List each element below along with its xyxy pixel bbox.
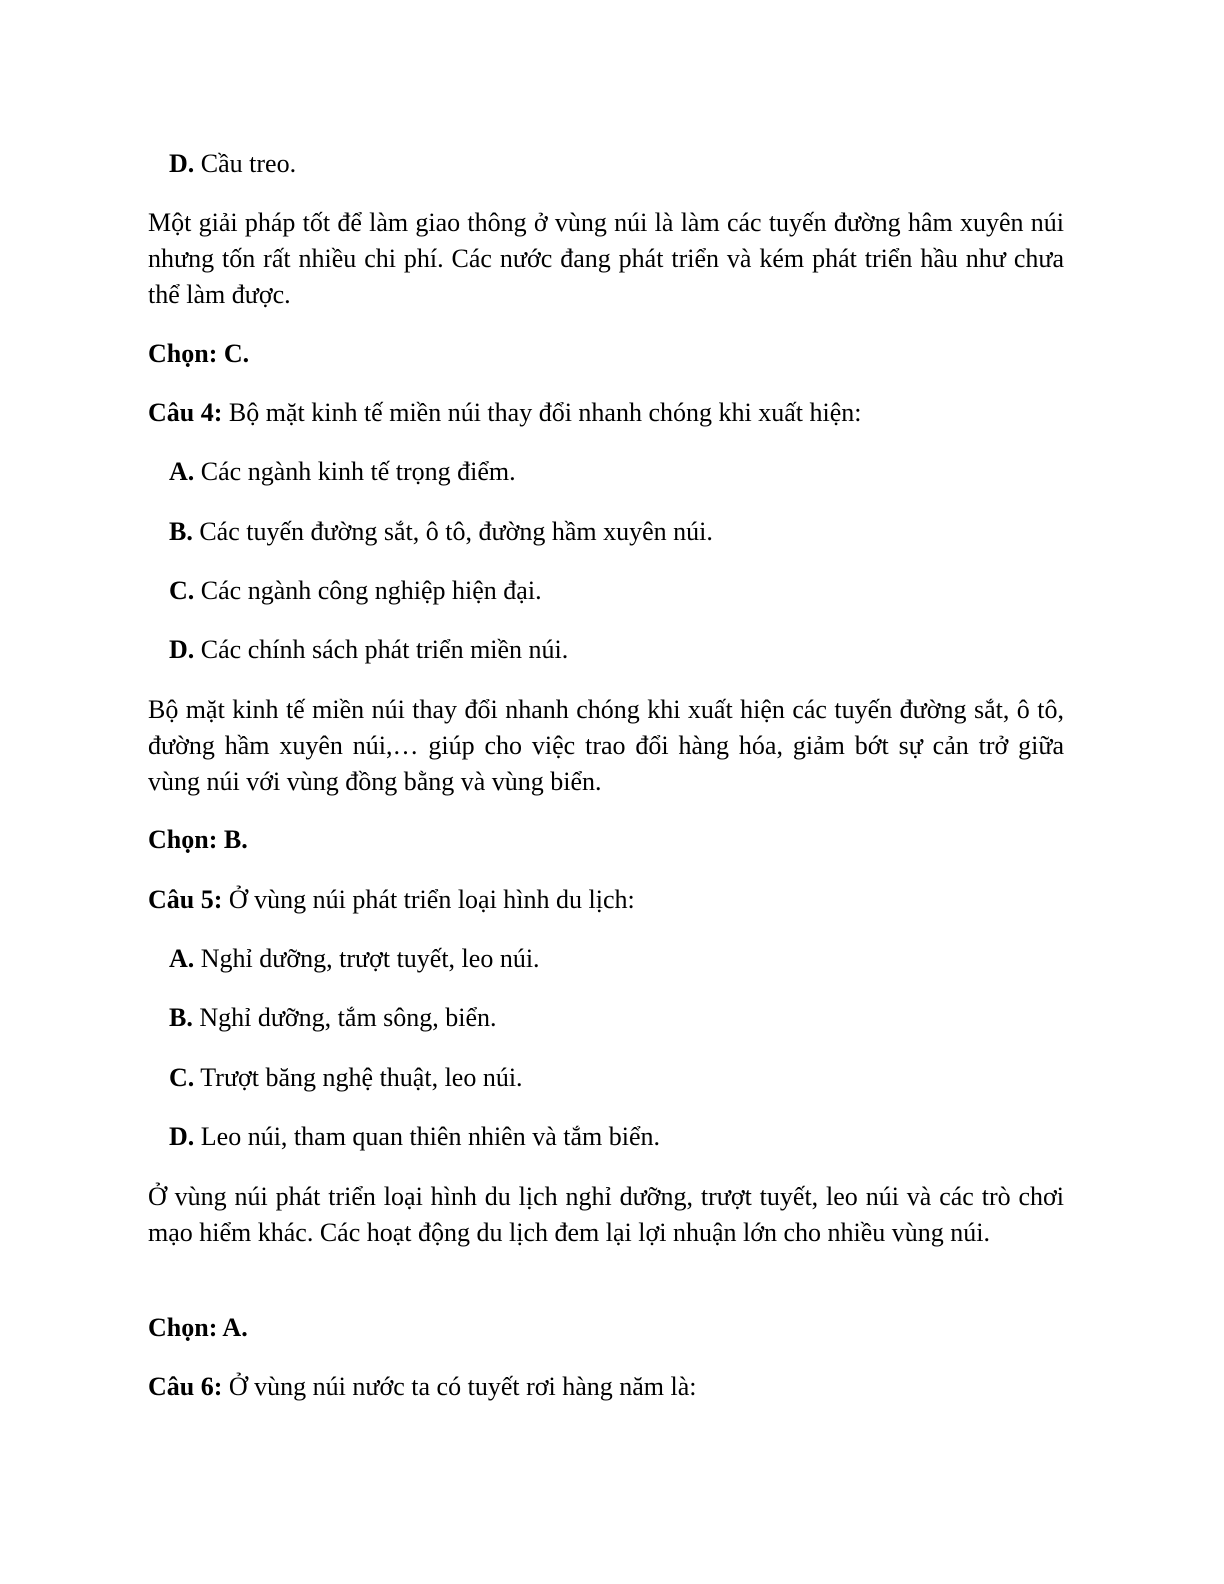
q3-answer <box>148 336 249 372</box>
q4-question <box>148 395 861 431</box>
q5-option-b <box>169 1000 497 1036</box>
option-letter: B. <box>169 1003 193 1032</box>
q3-option-d <box>169 146 296 182</box>
q4-option-c <box>169 573 542 609</box>
q4-option-d <box>169 632 568 668</box>
q4-explanation: Bộ mặt kinh tế miền núi thay đổi nhanh chóng khi xuất hiện các tuyến đường sắt, ô tô, đường hầm xuyên núi,… giúp cho việc trao đổi hàng hóa, giảm bớt sự cản trở giữa vùng núi với vùng đồng bằng và vùng biển. <box>148 695 1064 796</box>
option-text: Các chính sách phát triển miền núi. <box>194 635 569 664</box>
option-letter: D. <box>169 635 195 664</box>
option-text: Cầu treo. <box>194 149 297 178</box>
question-text: Ở vùng núi nước ta có tuyết rơi hàng năm là: <box>222 1372 697 1401</box>
question-label: Câu 4: <box>148 398 223 427</box>
q4-answer <box>148 822 248 858</box>
q5-answer <box>148 1310 248 1346</box>
option-text: Nghỉ dưỡng, tắm sông, biển. <box>192 1003 497 1032</box>
option-letter: D. <box>169 1122 195 1151</box>
q5-question <box>148 882 635 918</box>
option-letter: B. <box>169 517 193 546</box>
option-text: Trượt băng nghệ thuật, leo núi. <box>194 1063 523 1092</box>
q5-explanation: Ở vùng núi phát triển loại hình du lịch nghỉ dưỡng, trượt tuyết, leo núi và các trò chơi mạo hiểm khác. Các hoạt động du lịch đem lại lợi nhuận lớn cho nhiều vùng núi. <box>148 1182 1064 1247</box>
q5-option-d <box>169 1119 660 1155</box>
option-letter: C. <box>169 1063 195 1092</box>
question-label: Câu 5: <box>148 885 223 914</box>
answer-text: Chọn: C. <box>148 339 250 368</box>
option-letter: A. <box>169 944 195 973</box>
option-text: Các tuyến đường sắt, ô tô, đường hầm xuyên núi. <box>192 517 713 546</box>
q4-option-a <box>169 454 516 490</box>
q4-option-b <box>169 514 713 550</box>
q5-option-a <box>169 941 540 977</box>
question-text: Bộ mặt kinh tế miền núi thay đổi nhanh chóng khi xuất hiện: <box>222 398 862 427</box>
option-letter: C. <box>169 576 195 605</box>
option-text: Leo núi, tham quan thiên nhiên và tắm biển. <box>194 1122 660 1151</box>
option-letter: A. <box>169 457 195 486</box>
answer-text: Chọn: A. <box>148 1313 248 1342</box>
q5-option-c <box>169 1060 523 1096</box>
q3-explanation: Một giải pháp tốt để làm giao thông ở vùng núi là làm các tuyến đường hâm xuyên núi nhưng tốn rất nhiều chi phí. Các nước đang phát triển và kém phát triển hầu như chưa thể làm được. <box>148 208 1064 309</box>
q6-question <box>148 1369 697 1405</box>
question-label: Câu 6: <box>148 1372 223 1401</box>
option-text: Các ngành công nghiệp hiện đại. <box>194 576 542 605</box>
option-text: Nghỉ dưỡng, trượt tuyết, leo núi. <box>194 944 540 973</box>
option-letter: D. <box>169 149 195 178</box>
question-text: Ở vùng núi phát triển loại hình du lịch: <box>222 885 635 914</box>
answer-text: Chọn: B. <box>148 825 248 854</box>
option-text: Các ngành kinh tế trọng điểm. <box>194 457 516 486</box>
